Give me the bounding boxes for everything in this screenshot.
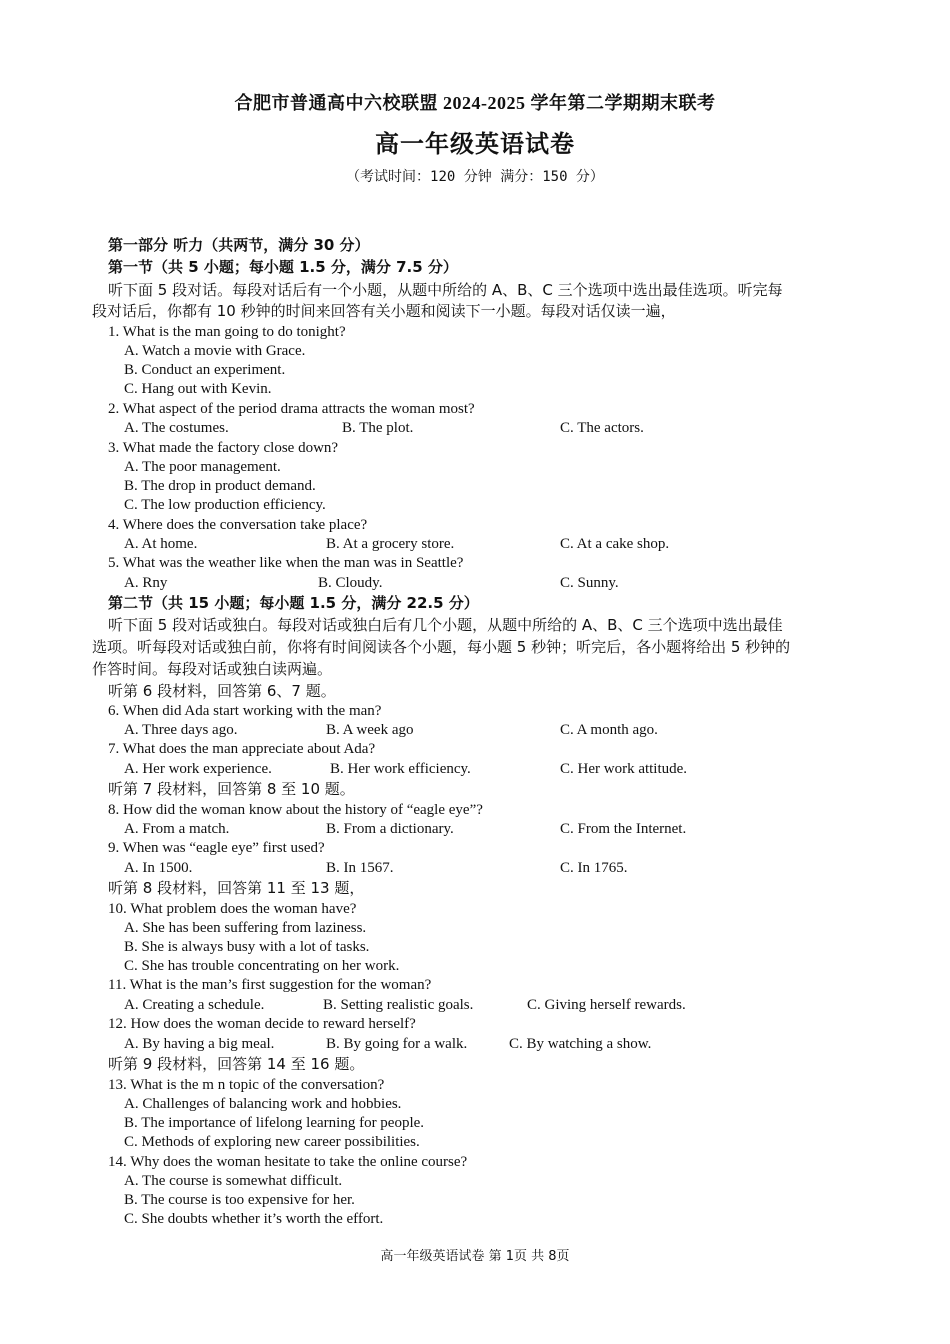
exam-title: 合肥市普通高中六校联盟 2024-2025 学年第二学期期末联考: [234, 93, 716, 113]
section1-instruction: 听下面 5 段对话。每段对话后有一个小题，从题中所给的 A、B、C 三个选项中选出最佳选项。听完每: [108, 281, 783, 299]
option-a: A. Watch a movie with Grace.: [124, 343, 306, 359]
question-stem: 12. How does the woman decide to reward herself?: [108, 1016, 416, 1032]
option-b: B. Cloudy.: [318, 575, 383, 591]
option-a: A. Rny: [124, 575, 168, 591]
question-stem: 4. Where does the conversation take place?: [108, 517, 368, 533]
option-b: B. At a grocery store.: [326, 536, 455, 552]
question-stem: 13. What is the m n topic of the conversation?: [108, 1077, 385, 1093]
option-b: B. By going for a walk.: [326, 1036, 468, 1052]
option-b: B. She is always busy with a lot of tasks.: [124, 939, 370, 955]
question-stem: 5. What was the weather like when the man was in Seattle?: [108, 555, 464, 571]
option-c: C. By watching a show.: [509, 1036, 652, 1052]
section2-instruction: 听下面 5 段对话或独白。每段对话或独白后有几个小题，从题中所给的 A、B、C 三个选项中选出最佳: [108, 616, 783, 634]
exam-info: （考试时间：120 分钟 满分：150 分）: [346, 169, 604, 185]
option-b: B. From a dictionary.: [326, 821, 454, 837]
option-c: C. She doubts whether it’s worth the effort.: [124, 1211, 384, 1227]
option-a: A. The costumes.: [124, 420, 229, 436]
option-b: B. Conduct an experiment.: [124, 362, 286, 378]
section2-instruction: 作答时间。每段对话或独白读两遍。: [92, 660, 333, 678]
option-b: B. The plot.: [342, 420, 414, 436]
material-instruction: 听第 8 段材料，回答第 11 至 13 题，: [108, 879, 365, 897]
exam-subtitle: 高一年级英语试卷: [375, 132, 575, 158]
option-a: A. She has been suffering from laziness.: [124, 920, 367, 936]
option-b: B. In 1567.: [326, 860, 394, 876]
option-c: C. Hang out with Kevin.: [124, 381, 272, 397]
question-stem: 1. What is the man going to do tonight?: [108, 324, 346, 340]
option-c: C. From the Internet.: [560, 821, 687, 837]
material-instruction: 听第 9 段材料，回答第 14 至 16 题。: [108, 1055, 365, 1073]
question-stem: 6. When did Ada start working with the man?: [108, 703, 382, 719]
option-c: C. Giving herself rewards.: [527, 997, 686, 1013]
option-c: C. At a cake shop.: [560, 536, 670, 552]
option-b: B. Setting realistic goals.: [323, 997, 474, 1013]
option-a: A. From a match.: [124, 821, 230, 837]
section1-heading: 第一节（共 5 小题；每小题 1.5 分，满分 7.5 分）: [108, 258, 458, 276]
section1-instruction: 段对话后，你都有 10 秒钟的时间来回答有关小题和阅读下一小题。每段对话仅读一遍，: [92, 302, 676, 320]
option-c: C. Sunny.: [560, 575, 619, 591]
option-a: A. Challenges of balancing work and hobbies.: [124, 1096, 402, 1112]
option-a: A. Her work experience.: [124, 761, 272, 777]
option-b: B. The importance of lifelong learning for people.: [124, 1115, 425, 1131]
question-stem: 8. How did the woman know about the history of “eagle eye”?: [108, 802, 483, 818]
option-a: A. Three days ago.: [124, 722, 238, 738]
question-stem: 3. What made the factory close down?: [108, 440, 339, 456]
option-a: A. Creating a schedule.: [124, 997, 265, 1013]
option-b: B. The drop in product demand.: [124, 478, 316, 494]
option-a: A. In 1500.: [124, 860, 193, 876]
question-stem: 9. When was “eagle eye” first used?: [108, 840, 325, 856]
section2-instruction: 选项。听每段对话或独白前，你将有时间阅读各个小题，每小题 5 秒钟；听完后，各小题将给出 5 秒钟的: [92, 638, 791, 656]
question-stem: 11. What is the man’s first suggestion for the woman?: [108, 977, 432, 993]
option-a: A. At home.: [124, 536, 198, 552]
option-a: A. The course is somewhat difficult.: [124, 1173, 343, 1189]
option-c: C. The actors.: [560, 420, 644, 436]
option-c: C. Methods of exploring new career possibilities.: [124, 1134, 420, 1150]
option-c: C. The low production efficiency.: [124, 497, 326, 513]
material-instruction: 听第 7 段材料，回答第 8 至 10 题。: [108, 780, 355, 798]
section2-heading: 第二节（共 15 小题；每小题 1.5 分，满分 22.5 分）: [108, 594, 479, 612]
option-a: A. The poor management.: [124, 459, 281, 475]
option-b: B. The course is too expensive for her.: [124, 1192, 355, 1208]
material-instruction: 听第 6 段材料，回答第 6、7 题。: [108, 682, 336, 700]
option-c: C. In 1765.: [560, 860, 628, 876]
option-c: C. A month ago.: [560, 722, 658, 738]
option-c: C. Her work attitude.: [560, 761, 688, 777]
question-stem: 7. What does the man appreciate about Ada?: [108, 741, 376, 757]
option-c: C. She has trouble concentrating on her work.: [124, 958, 400, 974]
part1-heading: 第一部分 听力（共两节，满分 30 分）: [108, 236, 370, 254]
option-a: A. By having a big meal.: [124, 1036, 275, 1052]
option-b: B. Her work efficiency.: [330, 761, 471, 777]
question-stem: 2. What aspect of the period drama attracts the woman most?: [108, 401, 475, 417]
question-stem: 10. What problem does the woman have?: [108, 901, 357, 917]
question-stem: 14. Why does the woman hesitate to take the online course?: [108, 1154, 468, 1170]
option-b: B. A week ago: [326, 722, 414, 738]
page-footer: 高一年级英语试卷 第 1页 共 8页: [380, 1249, 570, 1264]
